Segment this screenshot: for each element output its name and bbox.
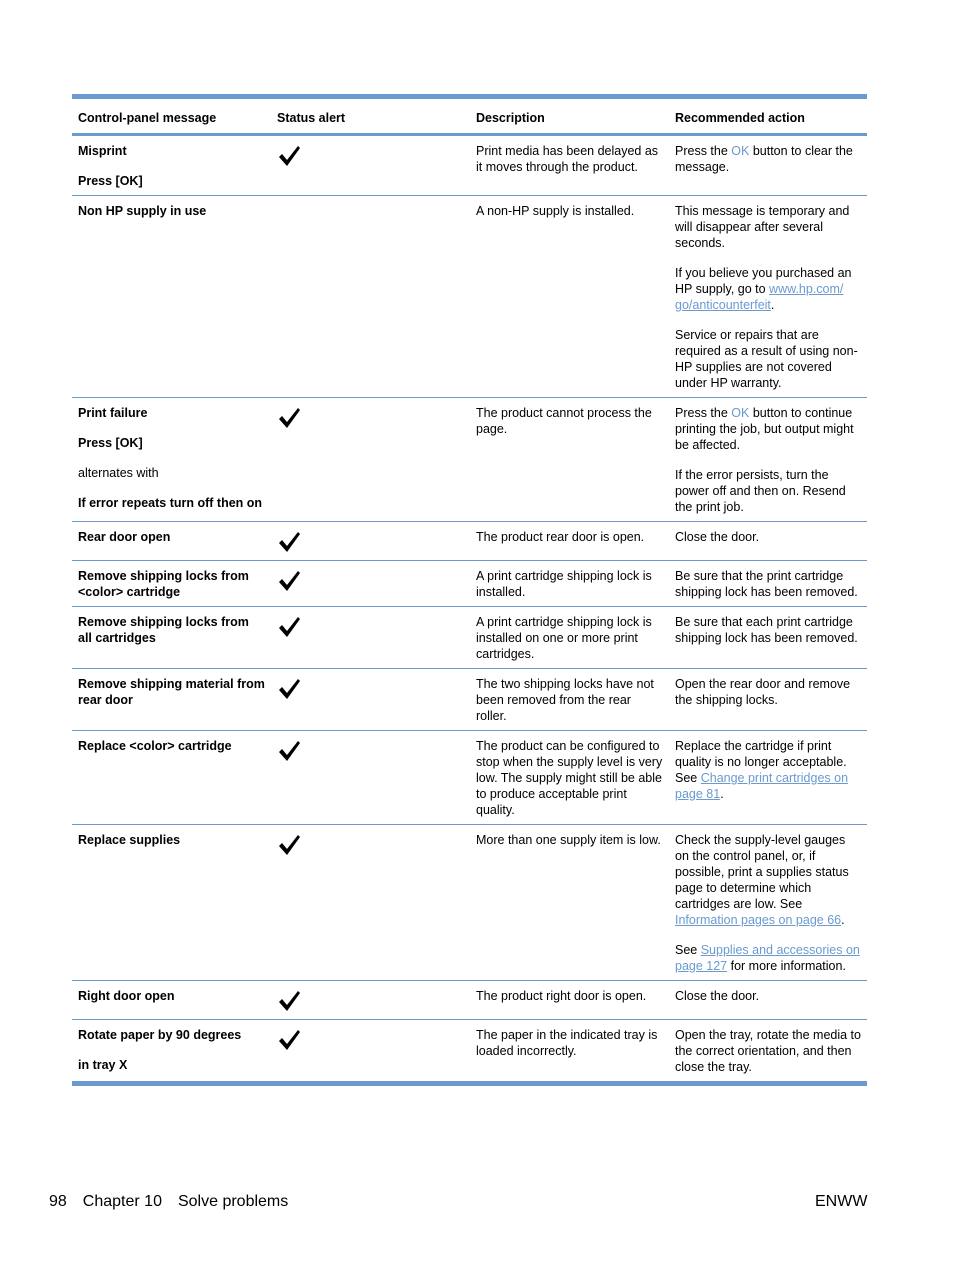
supplies-accessories-link[interactable]: Supplies and accessories on page 127 xyxy=(675,943,860,973)
action-text: button to clear the message. xyxy=(675,144,853,174)
checkmark-icon xyxy=(277,739,301,763)
action-cell: Be sure that each print cartridge shipping lock has been removed. xyxy=(669,607,867,669)
action-text xyxy=(675,405,861,453)
error-message-table-container xyxy=(72,94,867,1086)
action-text: If the error persists, turn the power off and then on. Resend the print job. xyxy=(675,468,846,514)
message-text: Replace <color> cartridge xyxy=(78,739,232,753)
description-cell: The paper in the indicated tray is loaded incorrectly. xyxy=(476,1028,658,1058)
checkmark-icon xyxy=(277,569,301,593)
action-text-part: . xyxy=(770,298,775,312)
action-text-part: for more information. xyxy=(727,959,846,973)
header-status-alert: Status alert xyxy=(271,97,470,135)
error-message-table xyxy=(72,94,867,1086)
message-text: Replace supplies xyxy=(78,833,181,847)
message-cell xyxy=(72,607,271,669)
message-text: Remove shipping locks from all cartridges xyxy=(78,615,249,645)
message-text: Misprint xyxy=(78,144,127,158)
status-alert-cell xyxy=(271,825,470,981)
message-text: Print failure xyxy=(78,406,148,420)
table-row xyxy=(72,981,867,1020)
checkmark-icon xyxy=(277,1028,301,1052)
header-recommended-action: Recommended action xyxy=(669,97,867,135)
message-cell xyxy=(72,398,271,522)
chapter-label: Chapter 10 xyxy=(82,1193,162,1210)
message-cell xyxy=(72,731,271,825)
message-cell xyxy=(72,561,271,607)
page-footer-left xyxy=(49,1192,304,1212)
action-text: This message is temporary and will disappear after several seconds. xyxy=(675,204,850,250)
action-text: Service or repairs that are required as a result of using non-HP supplies are not covered under HP warranty. xyxy=(675,328,858,390)
action-text-part: button to continue printing the job, but output might be affected. xyxy=(675,406,854,452)
action-cell xyxy=(669,398,867,522)
status-alert-cell xyxy=(271,1020,470,1084)
action-text: Press the xyxy=(675,144,732,158)
action-text xyxy=(675,265,861,313)
checkmark-icon xyxy=(277,615,301,639)
table-row xyxy=(72,561,867,607)
action-cell xyxy=(669,825,867,981)
checkmark-icon xyxy=(277,833,301,857)
description-cell: A non-HP supply is installed. xyxy=(470,196,669,398)
action-text xyxy=(675,832,861,928)
action-cell: Open the rear door and remove the shipping locks. xyxy=(669,669,867,731)
status-alert-cell xyxy=(271,196,470,398)
action-text-part: Check the supply-level gauges on the control panel, or, if possible, print a supplies status page to determine which cartridges are low. See xyxy=(675,833,849,911)
message-text: Press [OK] xyxy=(78,436,143,450)
status-alert-cell xyxy=(271,607,470,669)
description-cell: More than one supply item is low. xyxy=(470,825,669,981)
status-alert-cell xyxy=(271,731,470,825)
action-text-part: See xyxy=(675,943,701,957)
action-cell: Open the tray, rotate the media to the correct orientation, and then close the tray. xyxy=(675,1028,861,1074)
message-text: in tray X xyxy=(78,1058,128,1072)
table-row xyxy=(72,1020,867,1084)
table-row xyxy=(72,135,867,196)
action-cell: Close the door. xyxy=(669,981,867,1020)
ok-button-ref: OK xyxy=(731,406,750,420)
description-cell: A print cartridge shipping lock is installed. xyxy=(470,561,669,607)
action-cell xyxy=(669,731,867,825)
action-cell: Be sure that the print cartridge shipping lock has been removed. xyxy=(669,561,867,607)
action-text: . xyxy=(720,787,724,801)
message-text: Rotate paper by 90 degrees xyxy=(78,1028,242,1042)
message-cell xyxy=(72,1020,271,1084)
description-cell: The product cannot process the page. xyxy=(470,398,669,522)
status-alert-cell xyxy=(271,522,470,561)
table-row xyxy=(72,731,867,825)
action-text-part: . xyxy=(841,913,845,927)
table-row xyxy=(72,522,867,561)
status-alert-cell xyxy=(271,669,470,731)
table-row xyxy=(72,825,867,981)
message-text: Right door open xyxy=(78,989,175,1003)
section-title: Solve problems xyxy=(177,1193,289,1210)
action-cell xyxy=(669,135,867,196)
description-cell: The product right door is open. xyxy=(470,981,669,1020)
ok-button-ref: OK xyxy=(731,144,750,158)
message-text: If error repeats turn off then on xyxy=(78,496,263,510)
message-cell xyxy=(72,981,271,1020)
action-text xyxy=(675,942,861,974)
table-row xyxy=(72,196,867,398)
table-row xyxy=(72,607,867,669)
status-alert-cell xyxy=(271,981,470,1020)
information-pages-link[interactable]: Information pages on page 66 xyxy=(675,913,842,927)
action-cell: Close the door. xyxy=(669,522,867,561)
message-text: alternates with xyxy=(78,466,159,480)
table-row xyxy=(72,398,867,522)
table-header-row xyxy=(72,97,867,135)
status-alert-cell xyxy=(271,135,470,196)
header-description: Description xyxy=(470,97,669,135)
message-text: Remove shipping locks from <color> cartridge xyxy=(78,569,249,599)
checkmark-icon xyxy=(277,989,301,1013)
message-text: Press [OK] xyxy=(78,174,143,188)
table-row xyxy=(72,669,867,731)
checkmark-icon xyxy=(277,406,301,430)
status-alert-cell xyxy=(271,398,470,522)
message-cell xyxy=(72,196,271,398)
status-alert-cell xyxy=(271,561,470,607)
description-cell: The product rear door is open. xyxy=(470,522,669,561)
description-cell: A print cartridge shipping lock is installed on one or more print cartridges. xyxy=(470,607,669,669)
checkmark-icon xyxy=(277,677,301,701)
header-control-panel-message: Control-panel message xyxy=(72,97,271,135)
action-text-part: Press the xyxy=(675,406,732,420)
checkmark-icon xyxy=(277,530,301,554)
action-text: Replace the cartridge if print quality is no longer acceptable. See xyxy=(675,739,847,785)
page-number: 98 xyxy=(49,1193,67,1210)
page-footer-right: ENWW xyxy=(815,1193,868,1210)
message-cell xyxy=(72,825,271,981)
message-text: Remove shipping material from rear door xyxy=(78,677,265,707)
action-text-part: If you believe you purchased an HP supply, go to xyxy=(675,266,852,296)
message-cell xyxy=(72,669,271,731)
change-print-cartridges-link[interactable]: Change print cartridges on page 81 xyxy=(675,771,849,801)
anticounterfeit-link[interactable]: www.hp.com/ go/anticounterfeit xyxy=(675,282,844,312)
description-cell: The product can be configured to stop when the supply level is very low. The supply might still be able to produce acceptable print quality. xyxy=(470,731,669,825)
message-cell xyxy=(72,135,271,196)
message-text: Rear door open xyxy=(78,530,171,544)
description-cell: The two shipping locks have not been removed from the rear roller. xyxy=(470,669,669,731)
action-cell xyxy=(669,196,867,398)
description-cell: Print media has been delayed as it moves through the product. xyxy=(470,135,669,196)
message-text: Non HP supply in use xyxy=(78,204,207,218)
message-cell xyxy=(72,522,271,561)
checkmark-icon xyxy=(277,144,301,168)
